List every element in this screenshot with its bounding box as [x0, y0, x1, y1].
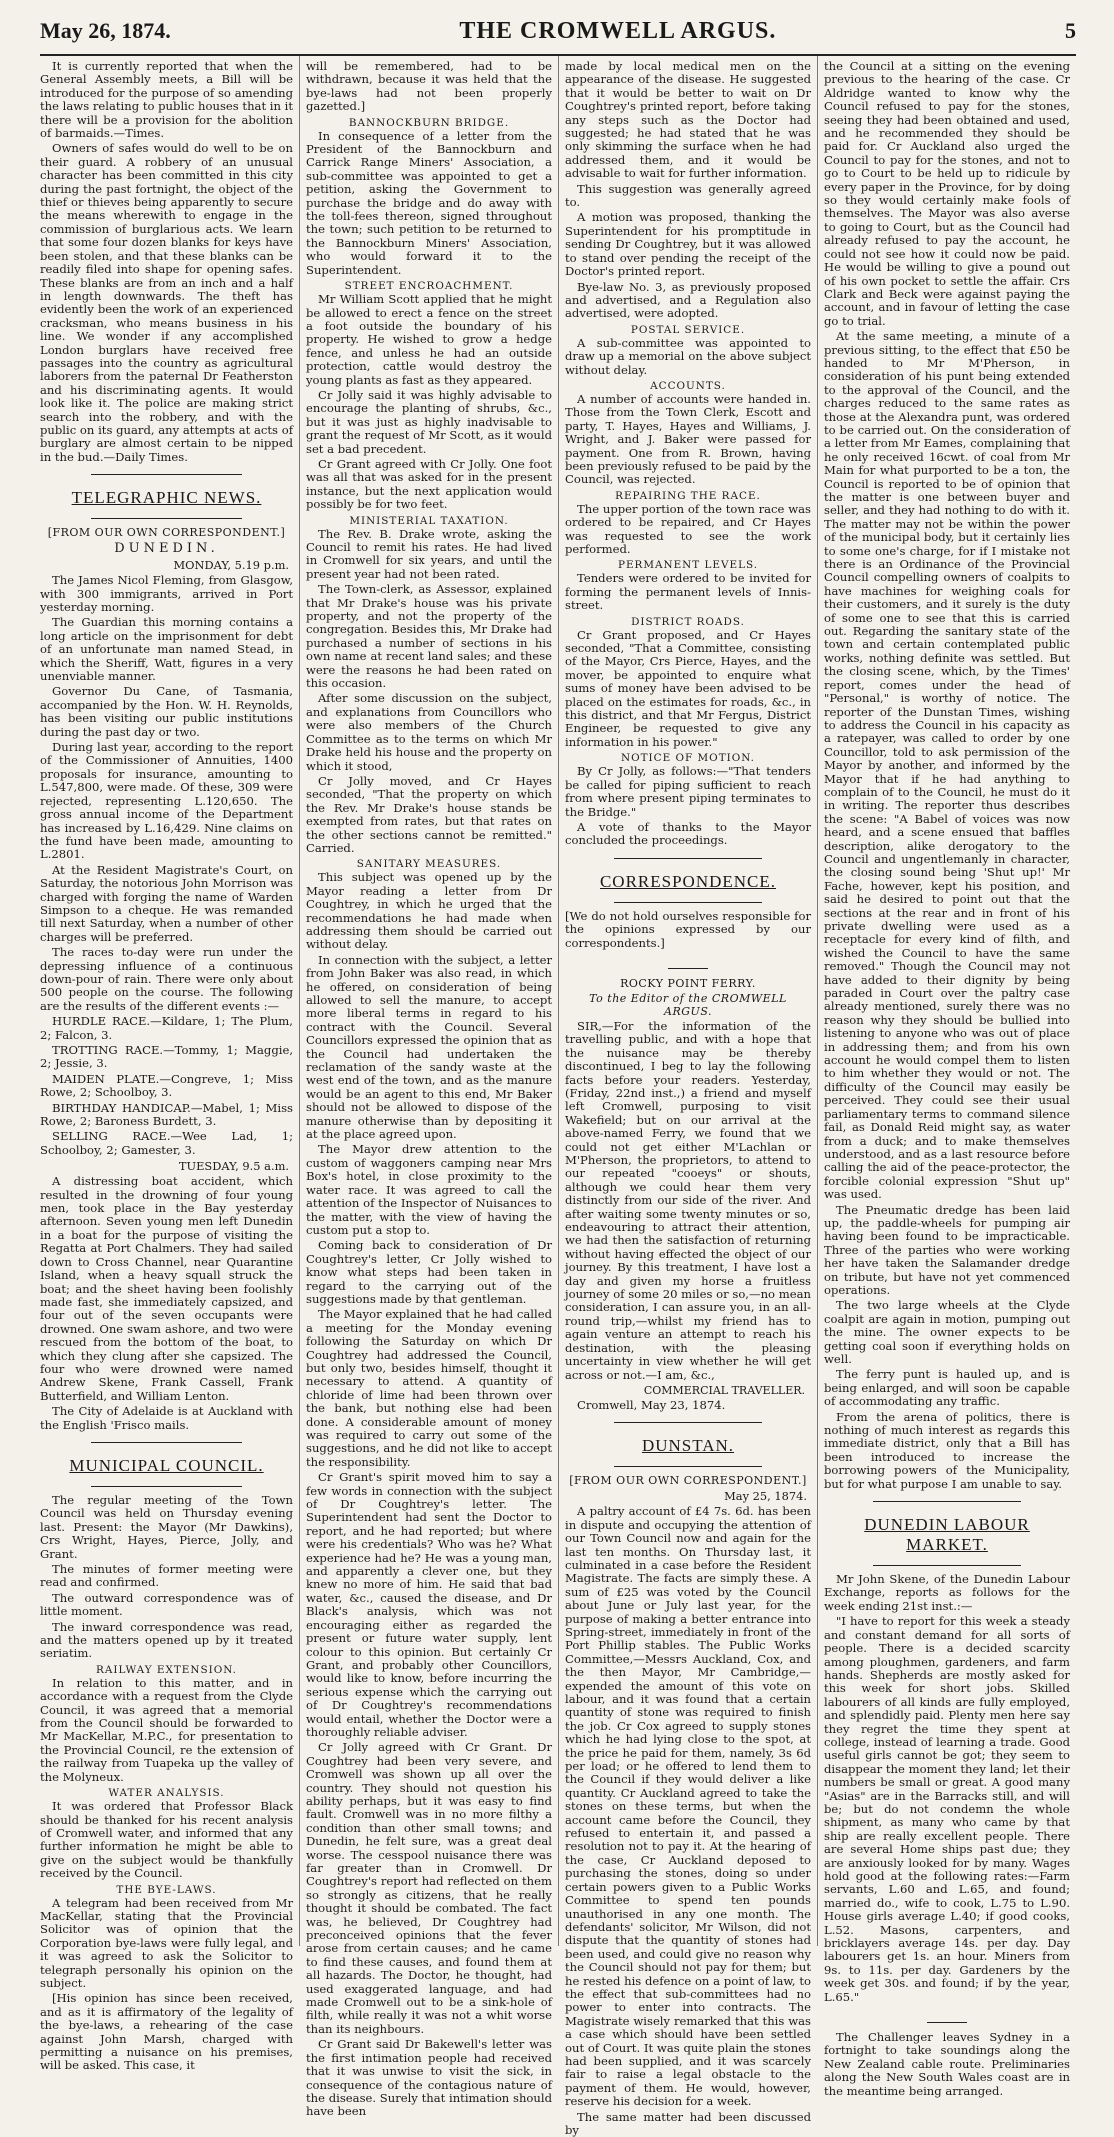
race-result: SELLING RACE.—Wee Lad, 1; Schoolboy, 2; Gamester, 3. [40, 1129, 293, 1157]
paragraph: [His opinion has since been received, and as it is affirmatory of the legality of the bye-laws, a rehearing of the case against John Marsh, charged with permitting a nuisance on his premises, will be asked. This case, it [40, 1991, 293, 2073]
paragraph: The two large wheels at the Clyde coalpit are again in motion, pumping out the mine. The owner expects to be getting coal soon if everything holds on well. [824, 1298, 1070, 1366]
paragraph: the Council at a sitting on the evening previous to the hearing of the case. Cr Aldridge wanted to know why the Council refused to pay for the stones, seeing they had been obtained and used, and he recommended they should be paid for. Cr Auckland also urged the Council to pay for the stones, and not to go to Court to be held up to ridicule by every paper in the Province, for by doing so they would certainly make fools of themselves. The Mayor was also averse to going to Court, but as the Council had already refused to pay the account, he could not see how it could now be paid. He would be willing to give a pound out of his own pocket to settle the affair. Crs Clark and Beck were against paying the account, and in favour of letting the case go to trial. [824, 59, 1070, 328]
paragraph: A sub-committee was appointed to draw up a memorial on the above subject without delay. [565, 335, 811, 377]
divider-ornament [565, 898, 811, 908]
paragraph: At the Resident Magistrate's Court, on Saturday, the notorious John Morrison was charged with forging the name of Warden Simpson to a cheque. He was remanded till next Saturday, when a number of other charges will be preferred. [40, 862, 293, 944]
divider-ornament [565, 1462, 811, 1472]
paragraph: Cr Jolly moved, and Cr Hayes seconded, "That the property on which the Rev. Mr Drake's house stands be exempted from rates, but that rates on the other sections cannot be remitted." Carried. [306, 773, 552, 855]
place-heading: DUNEDIN. [114, 541, 219, 557]
signature: COMMERCIAL TRAVELLER. [643, 1383, 805, 1397]
paragraph: A vote of thanks to the Mayor concluded the proceedings. [565, 819, 811, 848]
short-rule [824, 2008, 1070, 2027]
section-heading-municipal-council: MUNICIPAL COUNCIL. [69, 1455, 264, 1475]
column-3 [558, 56, 817, 2137]
subheading: WATER ANALYSIS. [108, 1787, 225, 1800]
paragraph: Cromwell, May 23, 1874. [577, 1397, 726, 1412]
paragraph: Mr William Scott applied that he might be allowed to erect a fence on the street a foot outside the boundary of his property. He wished to grow a hedge fence, and unless he had an outside protection, cattle would destroy the young plants as fast as they appeared. [306, 292, 552, 387]
paragraph: A paltry account of £4 7s. 6d. has been in dispute and occupying the attention of our Town Council now and again for the last ten months. On Thursday last, it culminated in a case before the Resident Magistrate. The facts are simply these. A sum of £25 was voted by the Council about June or July last year, for the purpose of making a better entrance into Spring-street, immediately in front of the Port Phillip stables. The Public Works Committee,—Messrs Auckland, Cox, and the then Mayor, Mr Cambridge,—expended the amount of this vote on labour, and it was found that a certain quantity of stone was required to finish the job. Cr Cox agreed to supply stones which he had lying close to the spot, at the price he paid for them, namely, 3s 6d per load; or he offered to lend them to the Council if they would deliver a like quantity. Cr Auckland agreed to take the stones on these terms, but when the account came before the Council, they refused to entertain it, and passed a resolution not to pay it. At the hearing of the case, Cr Auckland deposed to purchasing the stones, doing so under certain powers given to a Public Works Committee to spend ten pounds unauthorised in any one month. The defendants' solicitor, Mr Wilson, did not dispute that the quantity of stones had been used, and could give no reason why the Council should not pay for them; but he rested his defence on a point of law, to the effect that sub-committees had no power to enter into contracts. The Magistrate wisely remarked that this was a case which should have been settled out of Court. It was quite plain the stones had been supplied, and it was scarcely fair to raise a legal obstacle to the payment of them. He would, however, reserve his decision for a week. [565, 1504, 811, 2109]
paragraph: The races to-day were run under the depressing influence of a continuous down-pour of rain. There were only about 500 people on the course. The following are the results of the different events :— [40, 945, 293, 1013]
paragraph: [We do not hold ourselves responsible for the opinions expressed by our correspondents.] [565, 908, 811, 950]
paragraph: In relation to this matter, and in accordance with a request from the Clyde Council, it was agreed that a memorial from the Council should be forwarded to Mr MacKellar, M.P.C., for presentation to the Provincial Council, re the extension of the railway from Tuapeka up the valley of the Molyneux. [40, 1675, 293, 1784]
dateline: MONDAY, 5.19 p.m. [173, 558, 289, 573]
paragraph: This suggestion was generally agreed to. [565, 181, 811, 210]
page-number: 5 [1064, 18, 1076, 43]
paragraph: Mr John Skene, of the Dunedin Labour Exchange, reports as follows for the week ending 21st inst.:— [824, 1572, 1070, 1613]
subheading: RAILWAY EXTENSION. [96, 1663, 237, 1676]
paragraph: The regular meeting of the Town Council was held on Thursday evening last. Present: the Mayor (Mr Dawkins), Crs Wright, Hayes, Pierce, Jolly, and Grant. [40, 1492, 293, 1561]
paragraph: The Guardian this morning contains a long article on the imprisonment for debt of an unfortunate man named Stead, in which the Sheriff, Watt, figures in a very unenviable manner. [40, 615, 293, 684]
paragraph: The ferry punt is hauled up, and is being enlarged, and will soon be capable of accommodating any traffic. [824, 1367, 1070, 1409]
paragraph: The Rev. B. Drake wrote, asking the Council to remit his rates. He had lived in Cromwell for six years, and until the present year had not been rated. [306, 526, 552, 581]
subheading: NOTICE OF MOTION. [621, 752, 755, 765]
race-result: BIRTHDAY HANDICAP.—Mabel, 1; Miss Rowe, 2; Baroness Burdett, 3. [40, 1100, 293, 1129]
paragraph: Cr Jolly agreed with Cr Grant. Dr Coughtrey had been very severe, and Cromwell was shown up all over the country. They should not question his ability perhaps, but it was easy to find fault. Cromwell was in no more filthy a condition than other small towns; and Dunedin, he felt sure, was a great deal worse. The cesspool nuisance there was far greater than in Cromwell. Dr Coughtrey's report had reflected on them so strongly as citizens, that he really thought it should be combated. The fact was, he believed, Dr Coughtrey had preconceived opinions that the fever arose from certain causes; and he came to find these causes, and found them at all hazards. The Doctor, he thought, had used exaggerated language, and had made Cromwell out to be a sink-hole of filth, while really it was not a whit worse than its neighbours. [306, 1740, 552, 2036]
paragraph: Owners of safes would do well to be on their guard. A robbery of an unusual character has been committed in this city during the past fortnight, the object of the thief or thieves being apparently to secure the means wherewith to engage in the commission of burglarious acts. We learn that some four dozen blanks for keys have been stolen, and that these blanks can be readily filed into shape for opening safes. These blanks are from an inch and a half in length downwards. The theft has evidently been the work of an experienced cracksman, who means business in his line. We wonder if any accomplished London burglars have received free passages into the country as agricultural laborers from the paternal Dr Featherston and his discriminating agents. It would look like it. The police are making strict search into the robbery, and with the public on its guard, any attempts at acts of burglary are almost certain to be nipped in the bud.—Daily Times. [40, 141, 293, 464]
column-2 [299, 56, 558, 2119]
divider-ornament [40, 514, 293, 524]
paragraph: It is currently reported that when the General Assembly meets, a Bill will be introduced for the purpose of so amending the laws relating to public houses that in it there will be a provision for the abolition of barmaids.—Times. [40, 59, 294, 141]
paragraph: A distressing boat accident, which resulted in the drowning of four young men, took place in the Bay yesterday afternoon. Seven young men left Dunedin in a boat for the purpose of visiting the Regatta at Port Chalmers. They had sailed down to Cross Channel, near Quarantine Island, when a heavy squall struck the boat; and the sheet having been foolishly made fast, she immediately capsized, and four out of the seven occupants were drowned. One swam ashore, and two were rescued from the bottom of the boat, to which they clung after she capsized. The four who were drowned were named Andrew Skene, Frank Cassell, Frank Butterfield, and William Lenton. [40, 1174, 293, 1403]
section-divider [565, 854, 811, 864]
paragraph: The Pneumatic dredge has been laid up, the paddle-wheels for pumping air having been found to be impracticable. Three of the parties who were working her have taken the Salamander dredge on tribute, but have not yet commenced operations. [824, 1202, 1070, 1297]
paragraph: In connection with the subject, a letter from John Baker was also read, in which he offered, on consideration of being allowed to sell the manure, to accept more liberal terms in regard to his contract with the Council. Several Councillors expressed the opinion that as the Council had undertaken the reclamation of the sandy waste at the west end of the town, and as the manure would be an agent to this end, Mr Baker should not be allowed to dispose of the manure otherwise than by depositing it at the place agreed upon. [306, 952, 552, 1142]
paragraph: will be remembered, had to be withdrawn, because it was held that the bye-laws had not been properly gazetted.] [306, 59, 552, 114]
subheading: ACCOUNTS. [650, 379, 726, 392]
short-rule [565, 954, 811, 973]
section-heading-telegraphic-news: TELEGRAPHIC NEWS. [71, 488, 262, 508]
column-1 [40, 56, 299, 2073]
paragraph: Tenders were ordered to be invited for forming the permanent levels of Innis-street. [565, 571, 811, 613]
paragraph: The City of Adelaide is at Auckland with the English 'Frisco mails. [40, 1404, 293, 1432]
subheading: STREET ENCROACHMENT. [344, 280, 514, 293]
masthead [40, 18, 1076, 52]
subheading: POSTAL SERVICE. [630, 323, 746, 336]
byline: [FROM OUR OWN CORRESPONDENT.] [569, 1474, 807, 1488]
paragraph: A motion was proposed, thanking the Superintendent for his promptitude in sending Dr Coughtrey, but it was allowed to stand over pending the receipt of the Doctor's printed report. [565, 210, 811, 279]
columns [40, 56, 1076, 2137]
paragraph: The outward correspondence was of little moment. [40, 1590, 293, 1619]
subheading: MINISTERIAL TAXATION. [349, 514, 509, 527]
subheading: BANNOCKBURN BRIDGE. [348, 116, 510, 129]
paragraph: Bye-law No. 3, as previously proposed and advertised, and a Regulation also advertised, were adopted. [565, 279, 811, 321]
newspaper-title: THE CROMWELL ARGUS. [459, 18, 777, 44]
paragraph: A telegram had been received from Mr MacKellar, stating that the Provincial Solicitor was of opinion that the Corporation bye-laws were fully legal, and it was agreed to ask the Solicitor to telegraph personally his opinion on the subject. [40, 1895, 293, 1990]
paragraph: Cr Jolly said it was highly advisable to encourage the planting of shrubs, &c., but it was just as highly inadvisable to grant the request of Mr Scott, as it would set a bad precedent. [306, 387, 552, 456]
paragraph: In consequence of a letter from the President of the Bannockburn and Carrick Range Miners' Association, a sub-committee was appointed to get a petition, asking the Government to purchase the bridge and do away with the toll-fees thereon, signed throughout the town; such petition to be returned to the Bannockburn Miners' Association, who would forward it to the Superintendent. [306, 128, 552, 277]
section-divider [40, 470, 293, 480]
subheading: PERMANENT LEVELS. [617, 559, 759, 572]
paragraph: This subject was opened up by the Mayor reading a letter from Dr Coughtrey, in which he urged that the recommendations he had made when addressing them should be carried out without delay. [306, 870, 552, 952]
paragraph: Governor Du Cane, of Tasmania, accompanied by the Hon. W. H. Reynolds, has been visiting our public institutions during the past day or two. [40, 684, 293, 739]
paragraph: The same matter had been discussed by [565, 2109, 811, 2137]
dateline: May 25, 1874. [724, 1489, 807, 1504]
paragraph: A number of accounts were handed in. Those from the Town Clerk, Escott and party, T. Hayes, Hayes and Williams, J. Wright, and J. Baker were passed for payment. One from R. Brown, having been previously refused to be paid by the Council, was rejected. [565, 391, 811, 487]
paragraph: Cr Grant agreed with Cr Jolly. One foot was all that was asked for in the present instance, but the next application would possibly be for two feet. [306, 456, 552, 512]
paragraph: Cr Grant proposed, and Cr Hayes seconded, "That a Committee, consisting of the Mayor, Crs Pierce, Hayes, and the mover, be appointed to enquire what sums of money have been advised to be placed on the estimates for roads, &c., in this district, and that Mr Fergus, District Engineer, be requested to give any information in his power." [565, 627, 811, 749]
divider-ornament [824, 1561, 1070, 1571]
subheading: REPAIRING THE RACE. [615, 489, 761, 502]
paragraph: The Challenger leaves Sydney in a fortnight to take soundings along the New Zealand cable route. Preliminaries along the New South Wales coast are in the meantime being arranged. [824, 2030, 1070, 2098]
dateline: TUESDAY, 9.5 a.m. [178, 1159, 289, 1174]
race-result: TROTTING RACE.—Tommy, 1; Maggie, 2; Jessie, 3. [40, 1043, 293, 1071]
paragraph: "I have to report for this week a steady and constant demand for all sorts of people. There is a decided scarcity among ploughmen, gardeners, and farm hands. Shepherds are mostly asked for this week for short jobs. Skilled labourers of all kinds are fully employed, and splendidly paid. Plenty men here say they regret the time they spent at college, instead of learning a trade. Good useful girls cannot be got; they seem to disappear the moment they land; let their numbers be small or great. A good many "Asias" are in the Barracks still, and will be; but do not condemn the whole shipment, as many who came by that ship are really excellent people. There are several Home ships past due; they are anxiously looked for by many. Wages hold good at the following rates:—Farm servants, L.60 and L.65, and found; married do., wife to cook, L.75 to L.90. House girls average L.40; if good cooks, L.52. Masons, carpenters, and bricklayers average 14s. per day. Day labourers get 1s. an hour. Miners from 9s. to 11s. per day. Gardeners by the week get 30s. and found; if by the year, L.65." [824, 1614, 1070, 2004]
paragraph: The upper portion of the town race was ordered to be repaired, and Cr Hayes was requested to see the work performed. [565, 501, 811, 556]
paragraph: The Mayor explained that he had called a meeting for the Monday evening following the Saturday on which Dr Coughtrey had addressed the Council, but only two, besides himself, thought it necessary to attend. A quantity of chloride of lime had been thrown over the bank, but nothing else had been done. A considerable amount of money was required to carry out some of the suggestions, and he did not like to accept the responsibility. [306, 1307, 552, 1469]
paragraph: The inward correspondence was read, and the matters opened up by it treated seriatim. [40, 1619, 293, 1661]
paragraph: It was ordered that Professor Black should be thanked for his recent analysis of Cromwell water, and informed that any further information he might be able to give on the subject would be thankfully received by the Council. [40, 1799, 293, 1881]
section-heading-correspondence: CORRESPONDENCE. [599, 871, 777, 891]
section-divider [40, 1438, 293, 1448]
subheading: THE BYE-LAWS. [116, 1883, 217, 1896]
byline: [FROM OUR OWN CORRESPONDENT.] [47, 526, 286, 540]
section-heading-dunstan: DUNSTAN. [641, 1436, 735, 1456]
column-4 [817, 56, 1076, 2098]
divider-ornament [40, 1482, 293, 1492]
paragraph: By Cr Jolly, as follows:—"That tenders be called for piping sufficient to reach from where present piping terminates to the Bridge." [565, 764, 811, 819]
paragraph: After some discussion on the subject, and explanations from Councillors who were also members of the Church Committee as to the terms on which Mr Drake held his house and the property on which it stood, [306, 691, 552, 773]
paragraph: From the arena of politics, there is nothing of much interest as regards this immediate district, only that a Bill has been introduced to increase the borrowing powers of the Municipality, but for what purpose I am unable to say. [824, 1409, 1070, 1491]
paragraph: The minutes of former meeting were read and confirmed. [40, 1562, 293, 1590]
paragraph: Cr Grant's spirit moved him to say a few words in connection with the subject of Dr Coughtrey's letter. The Superintendent had sent the Doctor to report, and he had reported; but where were his credentials? Who was he? What experience had he? He was a young man, and apparently a clever one, but they knew no more of him. He said that bad water, &c., caused the disease, and Dr Black's analysis, which was not encouraging either as regarded the present or future water supply, lent colour to this opinion. But certainly Cr Grant, and probably other Councillors, would like to know, before incurring the serious expense which the carrying out of Dr Coughtrey's recommendations would entail, whether the Doctor were a thoroughly reliable adviser. [306, 1470, 552, 1739]
paragraph: The James Nicol Fleming, from Glasgow, with 300 immigrants, arrived in Port yesterday morning. [40, 573, 293, 614]
section-divider [565, 1418, 811, 1428]
paragraph: The Town-clerk, as Assessor, explained that Mr Drake's house was his private property, and not the property of the congregation. Besides this, Mr Drake had purchased a number of sections in his own name at recent land sales; and these were the reasons he had been rated on this occasion. [306, 582, 552, 691]
paragraph: made by local medical men on the appearance of the disease. He suggested that it would be better to wait on Dr Coughtrey's printed report, before taking any steps such as the Doctor had suggested; he had stated that he was only skimming the surface when he had addressed them, and it would be advisable to wait for further information. [565, 59, 811, 181]
paragraph: At the same meeting, a minute of a previous sitting, to the effect that £50 be handed to Mr M'Pherson, in consideration of his punt being extended to the approval of the Council, and the charges reduced to the same rates as those at the Alexandra punt, was ordered to be carried out. On the consideration of a letter from Mr Eames, complaining that he only received 16cwt. of coal from Mr Main for what purported to be a ton, the Council is reported to be of opinion that the matter is one between buyer and seller, and they had nothing to do with it. The matter may not be within the power of the municipal body, but it certainly lies to some one's charge, for if I mistake not there is an Ordinance of the Provincial Council compelling owners of coalpits to have machines for weighing coals for their customers, and it surely is the duty of some one to see that this is carried out. Regarding the sanitary state of the town and certain contemplated public works, nothing definite was settled. But the closing scene, which, by the Times' report, comes under the head of "Personal," is worthy of notice. The reporter of the Dunstan Times, wishing to address the Council in his capacity as a ratepayer, was called to order by one Councillor, told to ask permission of the Mayor by another, and informed by the Mayor that if he had anything to complain of to the Council, he must do it in writing. The reporter thus describes the scene: "A Babel of voices was now heard, and a scene ensued that baffles description, alike derogatory to the Council and ungentlemanly in character, the closing sound being 'Shut up!' Mr Fache, however, kept his position, and said he desired to point out that the sections at the rear and in front of his private dwelling were used as a receptacle for every kind of filth, and wished the Council to have the same removed." Though the Council may not have added to their dignity by being paraded in Court over the paltry case already mentioned, surely there was no reason why they should be bullied into listening to anyone who was out of place in addressing them; and from his own account he would compel them to listen to him whether they would or not. The difficulty of the Council may easily be perceived. They could see their usual parliamentary terms to command silence fail, as Donald Reid might say, as water from a duck; and to make themselves understood, and as a last resource before calling the aid of the peace-protector, the forcible colonial expression "Shut up" was used. [824, 329, 1070, 1202]
race-result: MAIDEN PLATE.—Congreve, 1; Miss Rowe, 2; Schoolboy, 3. [40, 1071, 293, 1100]
section-heading-labour-market: DUNEDIN LABOUR MARKET. [864, 1515, 1030, 1555]
letter-address: To the Editor of the CROMWELL ARGUS. [589, 991, 787, 1018]
paragraph: The Mayor drew attention to the custom of waggoners camping near Mrs Box's hotel, in close proximity to the water race. It was agreed to call the attention of the Inspector of Nuisances to the matter, with the view of having the custom put a stop to. [306, 1142, 552, 1237]
paragraph: During last year, according to the report of the Commissioner of Annuities, 1400 proposals for insurance, amounting to L.547,800, were made. Of these, 309 were rejected, representing L.120,650. The gross annual income of the Department has increased by L.16,429. Nine claims on the fund have been made, amounting to L.2801. [40, 740, 293, 862]
section-divider [824, 1497, 1070, 1507]
paragraph: Cr Grant said Dr Bakewell's letter was the first intimation people had received that it was unwise to visit the sick, in consequence of the contagious nature of the disease. Surely that intimation should have been [306, 2037, 552, 2119]
subheading: DISTRICT ROADS. [631, 615, 745, 628]
paragraph: Coming back to consideration of Dr Coughtrey's letter, Cr Jolly wished to know what steps had been taken in regard to the carrying out of the suggestions made by that gentleman. [306, 1238, 552, 1306]
article-heading-rocky-point-ferry: ROCKY POINT FERRY. [620, 976, 756, 990]
subheading: SANITARY MEASURES. [356, 858, 502, 871]
race-result: HURDLE RACE.—Kildare, 1; The Plum, 2; Falcon, 3. [40, 1014, 293, 1042]
paragraph: SIR,—For the information of the travelling public, and with a hope that the nuisance may be thereby discontinued, I beg to lay the following facts before your readers. Yesterday, (Friday, 22nd inst.,) a friend and myself left Cromwell, purposing to visit Wakefield; but on our arrival at the above-named Ferry, we found that we could not get either M'Lachlan or M'Pherson, the proprietors, to attend to our repeated "cooeys" or shouts, although we could hear them very distinctly from our side of the river. And after waiting some twenty minutes or so, endeavouring to attract their attention, we had then the satisfaction of returning without having effected the object of our journey. By this treatment, I have lost a day and given my horse a fruitless journey of some 20 miles or so,—no mean consideration, I can assure you, in an all-round trip,—whilst my friend has to again venture an attempt to reach his destination, with the pleasing uncertainty in view whether he will get across or not.—I am, &c., [565, 1018, 811, 1382]
issue-date: May 26, 1874. [40, 18, 171, 43]
